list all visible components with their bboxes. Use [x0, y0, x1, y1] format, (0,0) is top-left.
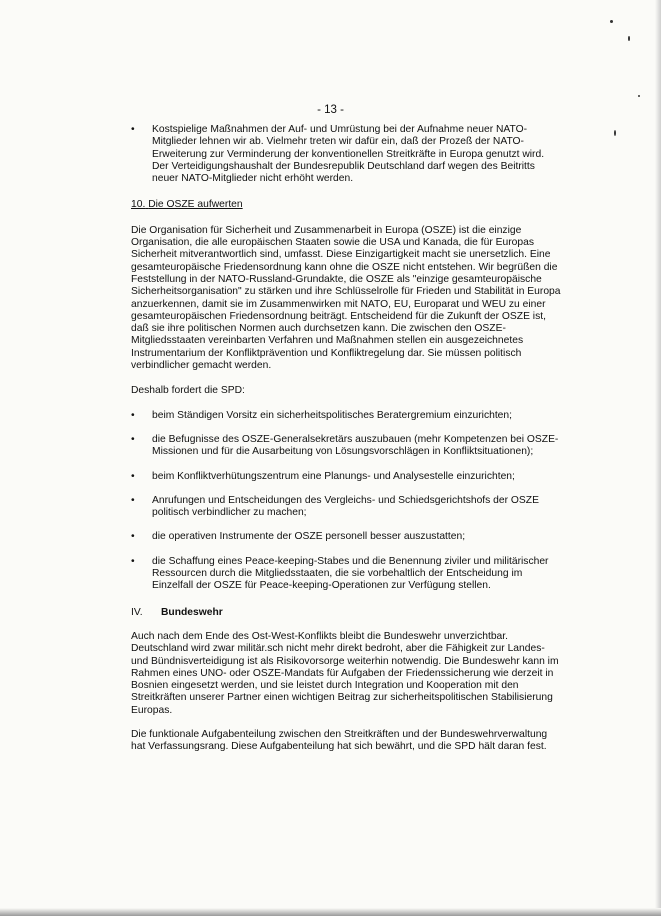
- demand-bullet-text: die Schaffung eines Peace-keeping-Stabes und die Benennung ziviler und militärischer Ressourcen durch die Mitgliedsstaaten, die sie vorbehaltlich der Entscheidung im Einzelfall der OSZE für Peace-keeping-Operationen zur Verfügung stellen.: [152, 555, 549, 592]
- bullet-mark: •: [131, 433, 135, 445]
- demand-bullet: [131, 531, 563, 543]
- demand-bullet: [131, 495, 563, 520]
- intro-bullet-text: Kostspielige Maßnahmen der Auf- und Umrüstung bei der Aufnahme neuer NATO-Mitglieder lehnen wir ab. Vielmehr treten wir dafür ein, daß der Prozeß der NATO-Erweiterung zur Verminderung der konventionellen Streitkräfte in Europa genutzt wird. Der Verteidigungshaushalt der Bundesrepublik Deutschland darf wegen des Beitritts neuer NATO-Mitglieder nicht erhöht werden.: [152, 124, 545, 185]
- section-iv-number: IV.: [131, 606, 143, 618]
- section-10-paragraph: Die Organisation für Sicherheit und Zusammenarbeit in Europa (OSZE) ist die einzige Organisation, die alle europäischen Staaten sowie die USA und Kanada, die für Europas Sicherheit mitverantwortlich sind, umfasst. Diese Einzigartigkeit macht sie unersetzlich. Eine gesamteuropäische Friedensordnung kann ohne die OSZE nicht entstehen. Wir begrüßen die Feststellung in der NATO-Russland-Grundakte, die OSZE als "einzige gesamteuropäische Sicherheitsorganisation" zu stärken und ihre Schlüsselrolle für Frieden und Stabilität in Europa anzuerkennen, damit sie im Zusammenwirken mit NATO, EU, Europarat und WEU zu einer gesamteuropäischen Friedensordnung beiträgt. Entscheidend für die Zukunft der OSZE ist, daß sie ihre politischen Normen auch durchsetzen kann. Die zwischen den OSZE-Mitgliedsstaaten vereinbarten Verfahren und Maßnahmen stellen ein ausgezeichnetes Instrumentarium der Konfliktprävention und Konfliktregelung dar. Sie müssen politisch verbindlicher gemacht werden.: [131, 224, 561, 372]
- section-10-number: 10.: [131, 199, 146, 211]
- section-10-heading: [131, 199, 563, 211]
- section-10-title: Die OSZE aufwerten: [148, 199, 243, 211]
- page-number: - 13 -: [317, 104, 344, 116]
- section-iv-paragraph-2: Die funktionale Aufgabenteilung zwischen den Streitkräften und der Bundeswehrverwaltung hat Verfassungsrang. Diese Aufgabenteilung hat sich bewährt, und die SPD hält daran fest.: [131, 728, 548, 753]
- scan-speck: [638, 95, 640, 97]
- demand-bullet-text: die operativen Instrumente der OSZE personell besser auszustatten;: [152, 531, 466, 543]
- scan-speck: [628, 36, 630, 41]
- scan-edge-bottom: [0, 908, 661, 916]
- bullet-mark: •: [131, 531, 135, 543]
- demand-bullet: [131, 434, 563, 459]
- demand-bullet: [131, 556, 563, 593]
- demand-bullet: [131, 471, 563, 483]
- bullet-mark: •: [131, 470, 135, 482]
- scan-edge-right: [655, 0, 661, 916]
- bullet-mark: •: [131, 409, 135, 421]
- demand-bullet-text: beim Konfliktverhütungszentrum eine Planungs- und Analysestelle einzurichten;: [152, 470, 515, 482]
- scan-speck: [614, 130, 616, 136]
- demand-bullet-text: Anrufungen und Entscheidungen des Vergleichs- und Schiedsgerichtshofs der OSZE politisch verbindlicher zu machen;: [152, 494, 539, 519]
- section-iv-paragraph-1: Auch nach dem Ende des Ost-West-Konflikts bleibt die Bundeswehr unverzichtbar. Deutschland wird zwar militär.sch nicht mehr direkt bedroht, aber die Fähigkeit zur Landes- und Bündnisverteidigung ist als Risikovorsorge weiterhin notwendig. Die Bundeswehr kann im Rahmen eines UNO- oder OSZE-Mandats für Aufgaben der Friedenssicherung wie derzeit in Bosnien eingesetzt werden, und sie leistet durch Integration und Kooperation mit den Streitkräften unserer Partner einen wichtigen Beitrag zur sicherheitspolitischen Stabilisierung Europas.: [131, 630, 559, 716]
- bullet-mark: •: [131, 124, 135, 135]
- demand-bullet-text: beim Ständigen Vorsitz ein sicherheitspolitisches Beratergremium einzurichten;: [152, 409, 512, 421]
- demand-bullet-text: die Befugnisse des OSZE-Generalsekretärs auszubauen (mehr Kompetenzen bei OSZE-Missionen und für die Ausarbeitung von Lösungsvorschlägen in Konfliktsituationen);: [152, 433, 559, 458]
- demand-intro: Deshalb fordert die SPD:: [131, 385, 245, 397]
- document-body: [131, 120, 563, 754]
- intro-bullet: [131, 124, 563, 185]
- section-iv-title: Bundeswehr: [161, 606, 223, 618]
- scan-speck: [610, 20, 613, 23]
- section-iv-heading: [131, 607, 563, 619]
- demand-bullet: [131, 410, 563, 422]
- bullet-mark: •: [131, 555, 135, 567]
- bullet-mark: •: [131, 494, 135, 506]
